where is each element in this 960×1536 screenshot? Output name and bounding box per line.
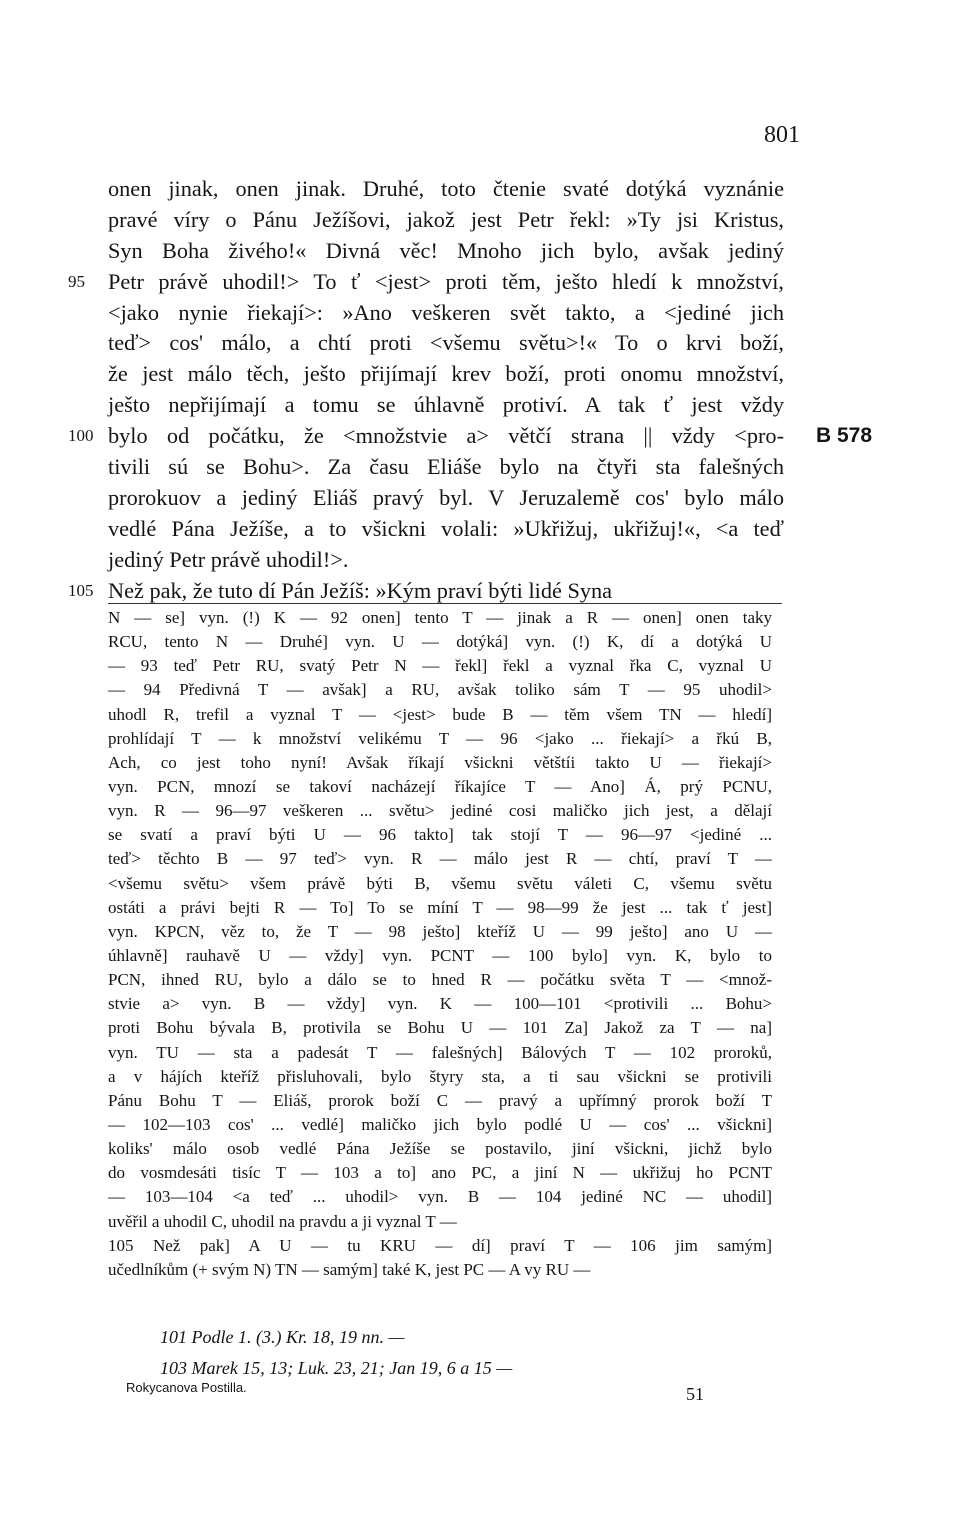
apparatus-line: — 102—103 cos' ... vedlé] maličko jich bylo podlé U — cos' ... všickni] <box>108 1114 772 1134</box>
apparatus-line: vyn. TU — sta a padesát T — falešných] Bálových T — 102 proroků, <box>108 1042 772 1062</box>
apparatus-line: koliks' málo osob vedlé Pána Ježíše se postavilo, jiní všickni, jichž bylo <box>108 1139 772 1159</box>
apparatus-line: do vosmdesáti tisíc T — 103 a to] ano PC, a jiní N — ukřižuj ho PCNT <box>108 1163 772 1183</box>
reference-line: 103 Marek 15, 13; Luk. 23, 21; Jan 19, 6 a 15 — <box>160 1358 513 1378</box>
line-text: bylo od počátku, že <množstvie a> větčí strana || vždy <pro- <box>108 423 784 449</box>
apparatus-line: uhodl R, trefil a vyznal T — <jest> bude B — těm všem TN — hledí] <box>108 704 772 724</box>
apparatus-line: vyn. KPCN, věz to, že T — 98 ješto] kteříž U — 99 ješto] ano U — <box>108 921 772 941</box>
critical-apparatus <box>108 606 772 1282</box>
line-text: pravé víry o Pánu Ježíšovi, jakož jest Petr řekl: »Ty jsi Kristus, <box>108 206 784 232</box>
sheet-number: 51 <box>686 1384 704 1404</box>
margin-siglum: B 578 <box>816 424 873 448</box>
scripture-references <box>160 1322 660 1384</box>
apparatus-line: se svatí a praví býti U — 96 takto] tak stojí T — 96—97 <jediné ... <box>108 825 772 845</box>
line-text: Než pak, že tuto dí Pán Ježíš: »Kým praví býti lidé Syna <box>108 577 613 603</box>
page-number: 801 <box>764 122 800 148</box>
apparatus-line: uvěřil a uhodil C, uhodil na pravdu a ji vyznal T — <box>108 1211 457 1231</box>
line-text: Petr právě uhodil!> To ť <jest> proti těm, ješto hledí k množství, <box>108 268 784 294</box>
apparatus-line: Pánu Bohu T — Eliáš, prorok boží C — pravý a upřímný prorok boží T <box>108 1090 772 1110</box>
text-line <box>108 390 784 421</box>
apparatus-line: 105 Než pak] A U — tu KRU — dí] praví T — 106 jim samým] <box>108 1235 772 1255</box>
text-line <box>108 483 784 514</box>
text-line <box>108 236 784 267</box>
apparatus-line: Ach, co jest toho nyní! Avšak říkají všickni větštíi takto U — řiekají> <box>108 752 772 772</box>
line-text: onen jinak, onen jinak. Druhé, toto čtenie svaté dotýká vyznánie <box>108 176 784 201</box>
apparatus-line: <všemu světu> všem právě býti B, všemu světu váleti C, všemu světu <box>108 873 772 893</box>
text-line <box>108 174 784 205</box>
apparatus-line: PCN, ihned RU, bylo a dálo se to hned R — počátku světa T — <množ- <box>108 970 772 990</box>
apparatus-line: — 93 teď Petr RU, svatý Petr N — řekl] řekl a vyznal řka C, vyznal U <box>108 656 772 676</box>
line-text: <jako nynie řiekají>: »Ano veškeren svět takto, a <jediné jich <box>108 299 784 325</box>
apparatus-line: a v hájích kteříž přisluhovali, bylo štyry sta, a ti sau všickni se protivili <box>108 1066 772 1086</box>
text-line <box>108 205 784 236</box>
text-line <box>108 545 784 576</box>
apparatus-line: N — se] vyn. (!) K — 92 onen] tento T — jinak a R — onen] onen taky <box>108 608 772 627</box>
reference-line: 101 Podle 1. (3.) Kr. 18, 19 nn. — <box>160 1327 405 1347</box>
footer-signature: Rokycanova Postilla. <box>126 1380 247 1395</box>
text-line <box>108 452 784 483</box>
apparatus-divider <box>108 603 782 604</box>
text-line <box>108 514 784 545</box>
line-text: teď> cos' málo, a chtí proti <všemu světu>!« To o krvi boží, <box>108 330 784 356</box>
text-line <box>68 267 784 298</box>
line-text: vedlé Pána Ježíše, a to všickni volali: »Ukřižuj, ukřižuj!«, <a teď <box>108 515 784 541</box>
main-text <box>68 174 873 606</box>
text-line <box>108 328 784 359</box>
apparatus-line: — 103—104 <a teď ... uhodil> vyn. B — 104 jediné NC — uhodil] <box>108 1187 772 1207</box>
apparatus-line: — 94 Předivná T — avšak] a RU, avšak toliko sám T — 95 uhodil> <box>108 680 772 700</box>
apparatus-line: stvie a> vyn. B — vždy] vyn. K — 100—101 <protivili ... Bohu> <box>108 994 772 1014</box>
apparatus-line: ostáti a právi bejti R — To] To se míní T — 98—99 že jest ... tak ť jest] <box>108 897 772 917</box>
apparatus-line: proti Bohu bývala B, protivila se Bohu U — 101 Za] Jakož za T — na] <box>108 1018 772 1038</box>
text-line <box>108 298 784 329</box>
text-line <box>108 359 784 390</box>
text-line <box>68 576 784 607</box>
apparatus-line: vyn. PCN, mnozí se takoví nacházejí říkajíce T — Ano] Á, prý PCNU, <box>108 776 772 796</box>
line-text: tivili sú se Bohu>. Za času Eliáše bylo na čtyři sta falešných <box>108 454 784 480</box>
line-number: 105 <box>68 580 94 600</box>
text-line <box>68 421 873 452</box>
apparatus-line: prohlídají T — k množství velikému T — 96 <jako ... řiekají> a řkú B, <box>108 728 772 748</box>
line-text: jediný Petr právě uhodil!>. <box>108 546 349 572</box>
line-text: Syn Boha živého!« Divná věc! Mnoho jich bylo, avšak jediný <box>108 237 784 263</box>
line-text: prorokuov a jediný Eliáš pravý byl. V Jeruzalemě cos' bylo málo <box>108 484 784 510</box>
apparatus-line: vyn. R — 96—97 veškeren ... světu> jediné cosi maličko jich jest, a dělají <box>108 801 772 821</box>
line-number: 100 <box>68 426 94 446</box>
line-text: že jest málo těch, ješto přijímají krev boží, proti onomu množství, <box>108 361 784 387</box>
apparatus-line: teď> těchto B — 97 teď> vyn. R — málo jest R — chtí, praví T — <box>108 849 772 869</box>
line-number: 95 <box>68 271 85 291</box>
apparatus-line: RCU, tento N — Druhé] vyn. U — dotýká] vyn. (!) K, dí a dotýká U <box>108 632 772 652</box>
line-text: ješto nepřijímají a tomu se úhlavně protiví. A tak ť jest vždy <box>108 392 784 418</box>
apparatus-line: učedlníkům (+ svým N) TN — samým] také K, jest PC — A vy RU — <box>108 1259 591 1279</box>
apparatus-line: úhlavně] rauhavě U — vždy] vyn. PCNT — 100 bylo] vyn. K, bylo to <box>108 945 772 965</box>
